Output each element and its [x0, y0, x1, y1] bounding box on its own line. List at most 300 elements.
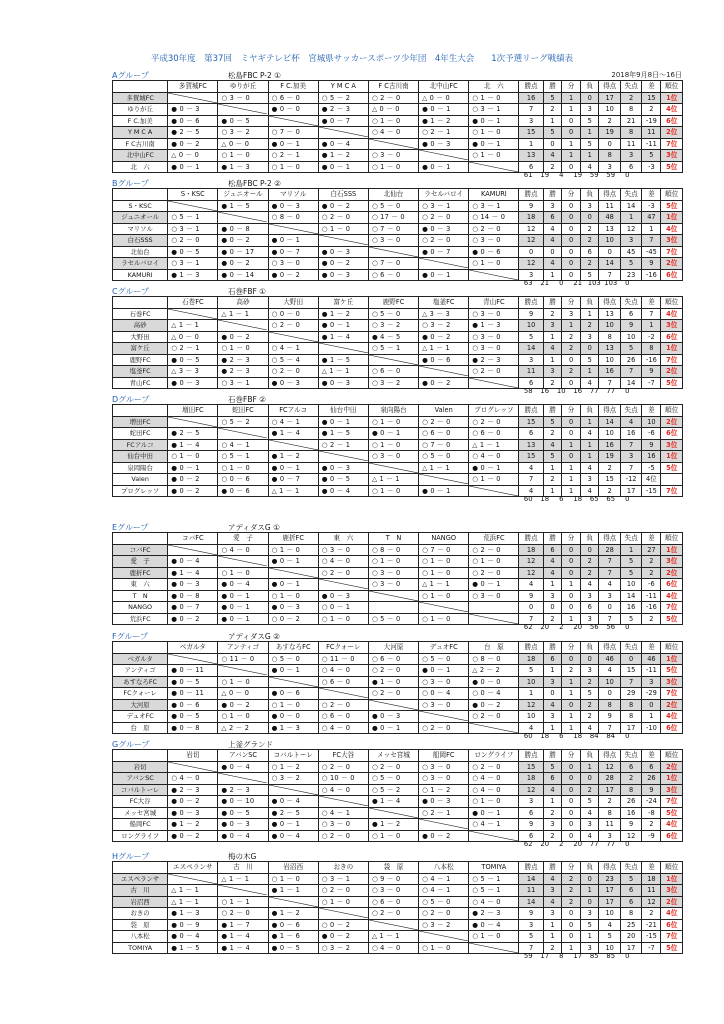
self-match-cell: [168, 416, 218, 428]
stat-header: 差: [642, 750, 661, 762]
match-result: ● 0 － 1: [469, 462, 519, 474]
table-row: [113, 544, 683, 556]
stat-cell: 7: [599, 722, 620, 734]
stat-cell: 3: [580, 613, 599, 625]
corner-cell: [113, 862, 168, 874]
match-result: ○ 0 － 4: [419, 688, 469, 700]
group-label: Aグループ: [112, 71, 149, 80]
stat-cell: 19: [599, 127, 620, 139]
self-match-cell: [218, 885, 268, 897]
match-result: ○ 1 － 0: [218, 343, 268, 355]
team-name: あすなろFC: [113, 676, 168, 688]
match-result: ● 0 － 3: [168, 377, 218, 389]
total-value: 103: [604, 278, 618, 287]
stat-cell: 3: [620, 150, 641, 162]
stat-cell: 23: [599, 873, 620, 885]
match-result: ○ 2 － 0: [419, 235, 469, 247]
match-result: ○ 1 － 0: [368, 556, 418, 568]
stat-cell: 0: [562, 556, 581, 568]
stat-cell: 5: [519, 331, 543, 343]
match-result: ○ 2 － 0: [318, 761, 368, 773]
stat-cell: 4: [543, 784, 562, 796]
match-result: ○ 1 － 2: [268, 761, 318, 773]
match-result: ○ 4 － 1: [268, 416, 318, 428]
stat-header: 得点: [599, 297, 620, 309]
match-result: ● 1 － 0: [368, 676, 418, 688]
stat-cell: 0: [562, 567, 581, 579]
total-value: 63: [523, 278, 533, 287]
stat-cell: 45: [620, 246, 641, 258]
stat-cell: 2: [543, 942, 562, 954]
stat-cell: 1: [543, 665, 562, 677]
total-value: 59: [606, 170, 616, 179]
opponent-header: Y M C A: [318, 81, 368, 93]
stat-header: 得点: [599, 750, 620, 762]
stat-cell: 8: [620, 127, 641, 139]
match-result: ● 0 － 6: [419, 354, 469, 366]
match-result: ○ 1 － 0: [419, 567, 469, 579]
stat-header: 勝: [543, 405, 562, 417]
match-result: △ 3 － 3: [419, 308, 469, 320]
table-row: [113, 908, 683, 920]
rank-cell: 2位: [661, 699, 683, 711]
stat-cell: 7: [620, 366, 641, 378]
table-row: [113, 246, 683, 258]
total-value: 19: [573, 170, 583, 179]
stat-cell: 3: [543, 676, 562, 688]
stat-cell: 10: [620, 331, 641, 343]
rank-cell: 3位: [661, 235, 683, 247]
stat-cell: 6: [519, 807, 543, 819]
match-result: ● 1 － 3: [218, 161, 268, 173]
stat-header: 負: [580, 189, 599, 201]
table-row: [113, 138, 683, 150]
total-value: 2: [559, 839, 564, 848]
table-header-row: [113, 81, 683, 93]
stat-cell: 0: [562, 773, 581, 785]
opponent-header: 東 六: [318, 533, 368, 545]
group-table: [112, 861, 683, 954]
stat-cell: 5: [580, 115, 599, 127]
rank-cell: 1位: [661, 653, 683, 665]
stat-cell: 2: [580, 556, 599, 568]
stat-cell: 2: [620, 92, 641, 104]
match-result: ○ 3 － 1: [469, 200, 519, 212]
stat-header: 勝: [543, 862, 562, 874]
stat-cell: 1: [562, 104, 581, 116]
team-name: ベガルタ: [113, 653, 168, 665]
rank-cell: 1位: [661, 451, 683, 463]
match-result: ● 0 － 2: [419, 331, 469, 343]
team-name: FCクォーレ: [113, 688, 168, 700]
match-result: ○ 6 － 0: [419, 428, 469, 440]
stat-cell: 5: [580, 354, 599, 366]
total-value: 19: [540, 170, 550, 179]
match-result: ○ 2 － 0: [368, 761, 418, 773]
stat-header: 分: [562, 405, 581, 417]
match-result: ○ 3 － 0: [318, 544, 368, 556]
match-result: ● 0 － 4: [318, 485, 368, 497]
self-match-cell: [419, 819, 469, 831]
opponent-header: あすなろFC: [268, 642, 318, 654]
team-name: TOMIYA: [113, 942, 168, 954]
match-result: ○ 3 － 1: [168, 223, 218, 235]
stat-cell: 5: [580, 796, 599, 808]
stat-cell: 9: [599, 711, 620, 723]
match-result: ○ 2 － 0: [419, 416, 469, 428]
group-totals: [520, 279, 636, 287]
match-result: △ 1 － 1: [168, 896, 218, 908]
stat-cell: 2: [580, 676, 599, 688]
group-label: Cグループ: [112, 287, 149, 296]
opponent-header: 富ケ丘: [318, 297, 368, 309]
self-match-cell: [318, 796, 368, 808]
stat-cell: 3: [543, 590, 562, 602]
stat-cell: 16: [620, 602, 641, 614]
rank-cell: 5位: [661, 377, 683, 389]
stat-cell: 7: [620, 462, 641, 474]
match-result: ○ 11 － 0: [318, 653, 368, 665]
match-result: ● 1 － 2: [368, 819, 418, 831]
stat-cell: 12: [519, 567, 543, 579]
table-row: [113, 931, 683, 943]
table-row: [113, 653, 683, 665]
opponent-header: 大野田: [268, 297, 318, 309]
total-value: 60: [523, 731, 533, 740]
stat-cell: 0: [562, 354, 581, 366]
match-result: ○ 1 － 0: [318, 223, 368, 235]
stat-header: 得点: [599, 533, 620, 545]
stat-cell: 12: [519, 699, 543, 711]
stat-cell: 21: [620, 115, 641, 127]
table-row: [113, 150, 683, 162]
match-result: ○ 1 － 0: [218, 711, 268, 723]
match-result: ○ 2 － 1: [419, 127, 469, 139]
rank-cell: 1位: [661, 92, 683, 104]
match-result: ○ 5 － 1: [168, 212, 218, 224]
stat-header: 勝点: [519, 862, 543, 874]
match-result: △ 1 － 1: [268, 485, 318, 497]
total-value: 20: [573, 839, 583, 848]
rank-cell: 5位: [661, 665, 683, 677]
team-name: T N: [113, 590, 168, 602]
stat-cell: 1: [562, 462, 581, 474]
rank-cell: 2位: [661, 761, 683, 773]
stat-cell: 1: [543, 269, 562, 281]
opponent-header: 岩切: [168, 750, 218, 762]
match-result: ○ 3 － 0: [368, 451, 418, 463]
match-result: ○ 3 － 0: [218, 92, 268, 104]
group-venue: 松島FBC P-2 ①: [228, 71, 281, 80]
match-result: ● 0 － 7: [268, 474, 318, 486]
stat-cell: 12: [642, 896, 661, 908]
match-result: ● 0 － 2: [168, 138, 218, 150]
stat-cell: -24: [642, 796, 661, 808]
match-result: ○ 3 － 0: [419, 676, 469, 688]
total-value: 18: [540, 731, 550, 740]
total-value: 84: [589, 731, 599, 740]
table-header-row: [113, 750, 683, 762]
match-result: ○ 5 － 0: [368, 308, 418, 320]
match-result: ● 0 － 1: [218, 590, 268, 602]
stat-header: 負: [580, 642, 599, 654]
rank-cell: 7位: [661, 246, 683, 258]
opponent-header: TOMIYA: [469, 862, 519, 874]
team-name: 岩沼西: [113, 896, 168, 908]
stat-cell: 9: [620, 320, 641, 332]
match-result: ○ 6 － 0: [368, 896, 418, 908]
match-result: ● 0 － 14: [218, 269, 268, 281]
match-result: ○ 6 － 0: [469, 428, 519, 440]
stat-cell: -19: [642, 115, 661, 127]
match-result: ○ 1 － 0: [469, 92, 519, 104]
corner-cell: [113, 750, 168, 762]
match-result: ○ 4 － 0: [469, 773, 519, 785]
total-value: 65: [589, 494, 599, 503]
stat-cell: 4: [580, 161, 599, 173]
self-match-cell: [419, 150, 469, 162]
total-value: 0: [559, 278, 564, 287]
self-match-cell: [318, 688, 368, 700]
match-result: ● 0 － 1: [268, 665, 318, 677]
match-result: ○ 5 － 1: [368, 343, 418, 355]
self-match-cell: [218, 773, 268, 785]
stat-header: 順位: [661, 81, 683, 93]
match-result: ● 1 － 5: [318, 428, 368, 440]
match-result: ○ 5 － 0: [419, 451, 469, 463]
stat-cell: 1: [562, 711, 581, 723]
table-row: [113, 711, 683, 723]
match-result: ● 1 － 3: [168, 908, 218, 920]
rank-cell: 6位: [661, 722, 683, 734]
group-label: Eグループ: [112, 523, 149, 532]
stat-cell: 6: [620, 308, 641, 320]
stat-cell: 20: [620, 931, 641, 943]
team-name: 多賀城FC: [113, 92, 168, 104]
opponent-header: 八本松: [419, 862, 469, 874]
opponent-header: 古 川: [218, 862, 268, 874]
match-result: ● 0 － 1: [419, 161, 469, 173]
stat-cell: 0: [580, 544, 599, 556]
match-result: ○ 2 － 0: [368, 665, 418, 677]
total-value: 62: [523, 839, 533, 848]
match-result: ● 0 － 7: [318, 115, 368, 127]
stat-cell: 1: [562, 474, 581, 486]
stat-cell: 0: [580, 653, 599, 665]
match-result: ○ 5 － 0: [368, 200, 418, 212]
stat-cell: 5: [580, 688, 599, 700]
stat-cell: 17: [599, 885, 620, 897]
stat-cell: 2: [562, 665, 581, 677]
match-result: ● 0 － 1: [268, 138, 318, 150]
team-name: 北 六: [113, 161, 168, 173]
stat-cell: 0: [580, 343, 599, 355]
total-value: 85: [589, 951, 599, 960]
team-name: 石巻FC: [113, 308, 168, 320]
stat-cell: 10: [519, 676, 543, 688]
opponent-header: KAMURI: [469, 189, 519, 201]
rank-cell: 4位: [661, 308, 683, 320]
match-result: ○ 1 － 0: [469, 258, 519, 270]
stat-cell: 10: [519, 320, 543, 332]
stat-header: 負: [580, 405, 599, 417]
self-match-cell: [168, 308, 218, 320]
match-result: ○ 2 － 0: [368, 92, 418, 104]
stat-cell: 10: [599, 908, 620, 920]
match-result: ○ 3 － 2: [268, 773, 318, 785]
match-result: ● 1 － 2: [318, 150, 368, 162]
match-result: ○ 17 － 0: [368, 212, 418, 224]
group-label: Hグループ: [112, 852, 150, 861]
group-label: Gグループ: [112, 740, 150, 749]
match-result: ○ 7 － 0: [368, 223, 418, 235]
rank-cell: 6位: [661, 115, 683, 127]
stat-cell: 4: [543, 896, 562, 908]
stat-cell: 5: [642, 150, 661, 162]
match-result: ● 1 － 4: [168, 567, 218, 579]
self-match-cell: [419, 602, 469, 614]
group-totals: [520, 387, 636, 395]
total-value: 77: [606, 386, 616, 395]
stat-cell: 4: [543, 150, 562, 162]
self-match-cell: [368, 590, 418, 602]
match-result: ○ 2 － 0: [318, 212, 368, 224]
team-name: アバンSC: [113, 773, 168, 785]
stat-cell: -3: [642, 161, 661, 173]
match-result: ○ 2 － 0: [469, 544, 519, 556]
total-value: 56: [606, 622, 616, 631]
stat-header: 差: [642, 297, 661, 309]
match-result: ○ 6 － 0: [318, 711, 368, 723]
match-result: △ 1 － 1: [168, 320, 218, 332]
group-totals: [520, 952, 636, 960]
match-result: ○ 4 － 1: [268, 343, 318, 355]
stat-cell: 15: [519, 761, 543, 773]
rank-cell: 4位: [661, 223, 683, 235]
opponent-header: T N: [368, 533, 418, 545]
group-venue: 上釜グランド: [228, 740, 273, 749]
total-value: 77: [606, 839, 616, 848]
total-value: 60: [523, 494, 533, 503]
match-result: ● 0 － 1: [469, 115, 519, 127]
stat-header: 順位: [661, 642, 683, 654]
match-result: ● 1 － 4: [218, 931, 268, 943]
team-name: 青山FC: [113, 377, 168, 389]
match-result: ○ 2 － 0: [318, 885, 368, 897]
stat-header: 順位: [661, 862, 683, 874]
group-totals: [520, 840, 636, 848]
stat-cell: 8: [620, 908, 641, 920]
total-value: 61: [523, 170, 533, 179]
match-result: ○ 4 － 0: [318, 665, 368, 677]
stat-cell: 5: [620, 613, 641, 625]
self-match-cell: [368, 462, 418, 474]
match-result: ○ 5 － 0: [419, 653, 469, 665]
match-result: ○ 1 － 0: [368, 830, 418, 842]
rank-cell: 1位: [661, 544, 683, 556]
self-match-cell: [268, 331, 318, 343]
team-name: アンティゴ: [113, 665, 168, 677]
group-label: Dグループ: [112, 395, 150, 404]
opponent-header: S・KSC: [168, 189, 218, 201]
corner-cell: [113, 533, 168, 545]
group-venue: 石巻FBF ②: [228, 395, 266, 404]
group-table: [112, 641, 683, 734]
stat-header: 勝点: [519, 533, 543, 545]
stat-cell: 0: [562, 796, 581, 808]
rank-cell: 3位: [661, 150, 683, 162]
match-result: ● 0 － 3: [419, 796, 469, 808]
rank-cell: 6位: [661, 830, 683, 842]
stat-cell: -16: [642, 602, 661, 614]
team-name: 東 六: [113, 579, 168, 591]
match-result: ○ 3 － 0: [368, 235, 418, 247]
stat-cell: 3: [580, 104, 599, 116]
stat-cell: 16: [519, 92, 543, 104]
match-result: △ 1 － 1: [469, 439, 519, 451]
match-result: ● 1 － 4: [268, 428, 318, 440]
stat-cell: 7: [642, 308, 661, 320]
group-venue: アディダスG ①: [228, 523, 280, 532]
match-result: ● 1 － 5: [318, 354, 368, 366]
stat-cell: 5: [580, 269, 599, 281]
stat-header: 失点: [620, 642, 641, 654]
stat-cell: 14: [620, 200, 641, 212]
match-result: ○ 4 － 1: [419, 885, 469, 897]
opponent-header: ラセルバロイ: [419, 189, 469, 201]
stat-cell: 5: [620, 343, 641, 355]
match-result: ○ 3 － 2: [419, 320, 469, 332]
stat-cell: 29: [620, 688, 641, 700]
rank-cell: 4位: [661, 819, 683, 831]
stat-cell: 4: [543, 439, 562, 451]
stat-cell: 3: [580, 942, 599, 954]
match-result: ● 0 － 11: [168, 665, 218, 677]
match-result: ○ 10 － 0: [318, 773, 368, 785]
stat-cell: 1: [562, 320, 581, 332]
team-name: FC大谷: [113, 796, 168, 808]
stat-cell: 10: [599, 104, 620, 116]
stat-cell: 26: [642, 773, 661, 785]
stat-header: 勝: [543, 297, 562, 309]
stat-header: 順位: [661, 533, 683, 545]
team-name: エスペランサ: [113, 873, 168, 885]
match-result: ● 0 － 2: [469, 699, 519, 711]
stat-cell: 2: [543, 807, 562, 819]
self-match-cell: [268, 896, 318, 908]
match-result: ● 0 － 0: [268, 104, 318, 116]
match-result: ○ 2 － 0: [469, 567, 519, 579]
stat-cell: 0: [562, 908, 581, 920]
total-value: 6: [559, 731, 564, 740]
match-result: ○ 2 － 0: [368, 908, 418, 920]
stat-cell: 2: [642, 819, 661, 831]
stat-cell: 8: [599, 807, 620, 819]
match-result: ○ 2 － 0: [419, 722, 469, 734]
opponent-header: ロングライフ: [469, 750, 519, 762]
stat-cell: -11: [642, 665, 661, 677]
stat-cell: 2: [543, 104, 562, 116]
stat-header: 勝点: [519, 189, 543, 201]
opponent-header: アバンSC: [218, 750, 268, 762]
stat-cell: 0: [580, 873, 599, 885]
match-result: ● 2 － 3: [218, 784, 268, 796]
match-result: ○ 3 － 1: [168, 258, 218, 270]
table-row: [113, 462, 683, 474]
stat-cell: 5: [543, 92, 562, 104]
stat-cell: 3: [580, 908, 599, 920]
rank-cell: 7位: [661, 138, 683, 150]
